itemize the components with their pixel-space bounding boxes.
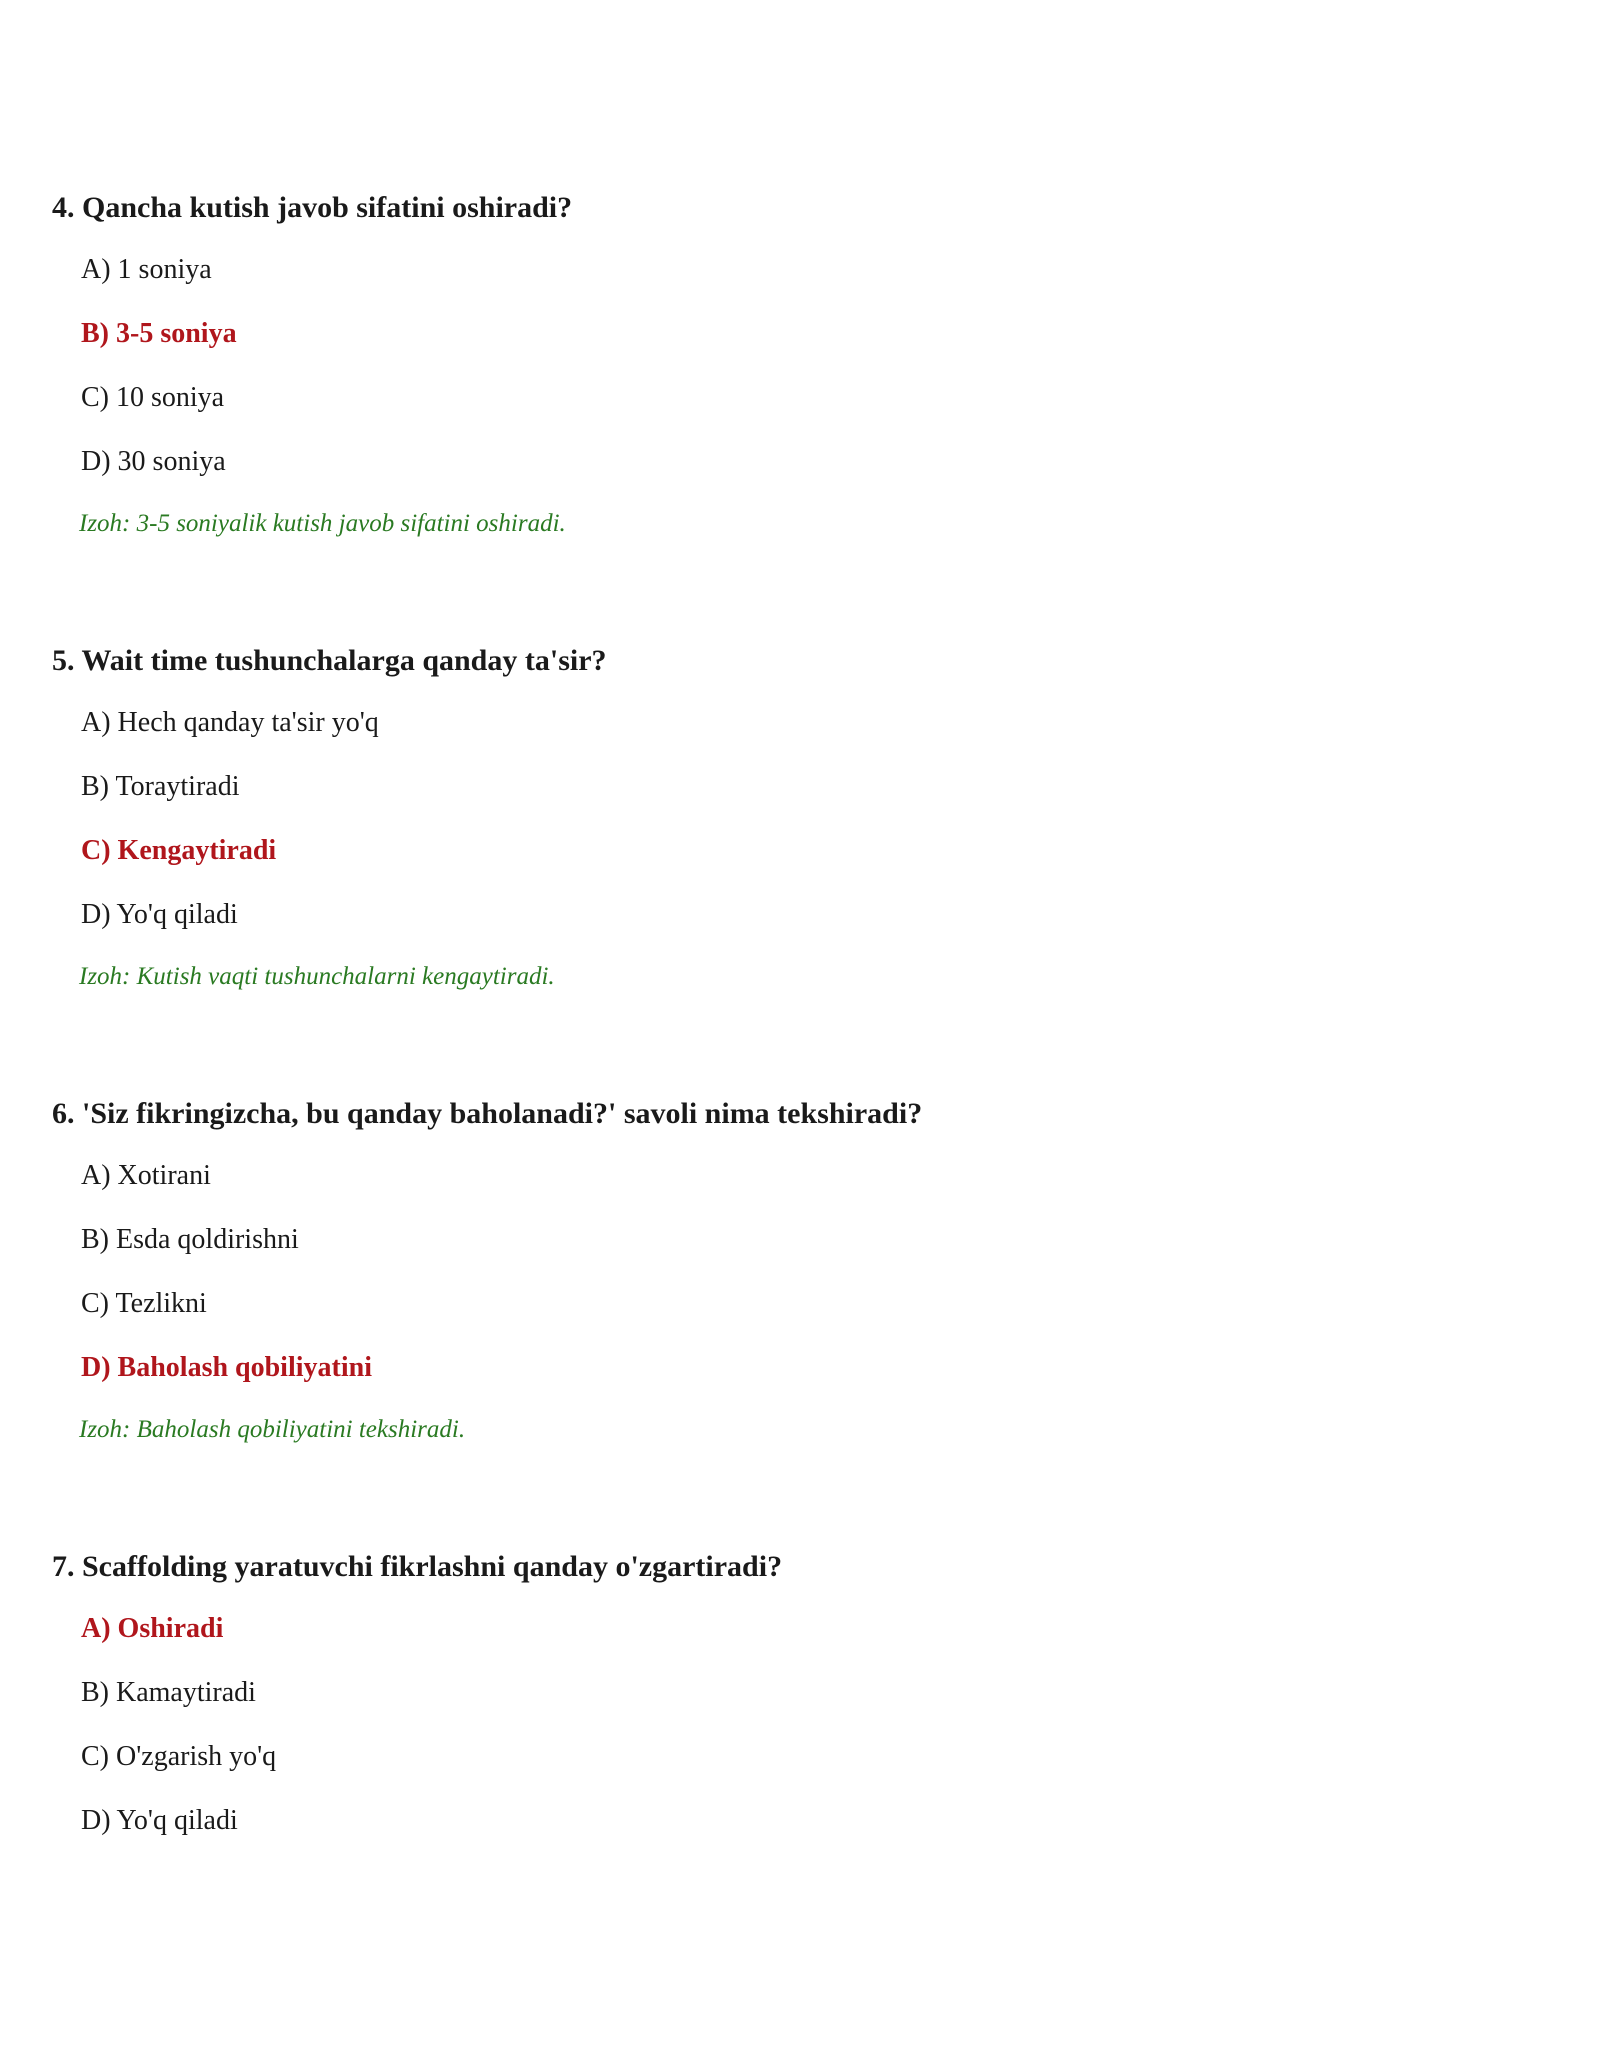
- option-list: [52, 706, 1552, 932]
- question-6: [52, 1096, 1552, 1445]
- option-list: [52, 253, 1552, 479]
- question-7: [52, 1549, 1552, 1868]
- option-c-correct: C) Kengaytiradi: [81, 835, 277, 866]
- option-list: [52, 1159, 1552, 1385]
- option-c: C) O'zgarish yo'q: [81, 1741, 277, 1772]
- question-title: 4. Qancha kutish javob sifatini oshiradi?: [52, 191, 573, 224]
- option-b: B) Kamaytiradi: [81, 1677, 256, 1708]
- option-a: A) 1 soniya: [81, 254, 212, 285]
- option-b: B) Esda qoldirishni: [81, 1224, 299, 1255]
- option-c: C) 10 soniya: [81, 382, 225, 413]
- option-d: D) 30 soniya: [81, 446, 226, 477]
- option-a: A) Hech qanday ta'sir yo'q: [81, 707, 379, 738]
- option-c: C) Tezlikni: [81, 1288, 207, 1319]
- question-title: 5. Wait time tushunchalarga qanday ta'sir?: [52, 644, 607, 677]
- question-title: 7. Scaffolding yaratuvchi fikrlashni qanday o'zgartiradi?: [52, 1550, 783, 1583]
- explanation-note: Izoh: 3-5 soniyalik kutish javob sifatini oshiradi.: [79, 510, 566, 537]
- option-b-correct: B) 3-5 soniya: [81, 318, 237, 349]
- explanation-note: Izoh: Baholash qobiliyatini tekshiradi.: [79, 1416, 466, 1443]
- option-a: A) Xotirani: [81, 1160, 211, 1191]
- option-list: [52, 1612, 1552, 1838]
- question-title: 6. 'Siz fikringizcha, bu qanday baholanadi?' savoli nima tekshiradi?: [52, 1097, 923, 1130]
- explanation-note: Izoh: Kutish vaqti tushunchalarni kengaytiradi.: [79, 963, 555, 990]
- question-5: [52, 643, 1552, 992]
- question-4: [52, 190, 1552, 539]
- option-d: D) Yo'q qiladi: [81, 1805, 238, 1836]
- option-d: D) Yo'q qiladi: [81, 899, 238, 930]
- option-d-correct: D) Baholash qobiliyatini: [81, 1352, 372, 1383]
- option-a-correct: A) Oshiradi: [81, 1613, 224, 1644]
- option-b: B) Toraytiradi: [81, 771, 240, 802]
